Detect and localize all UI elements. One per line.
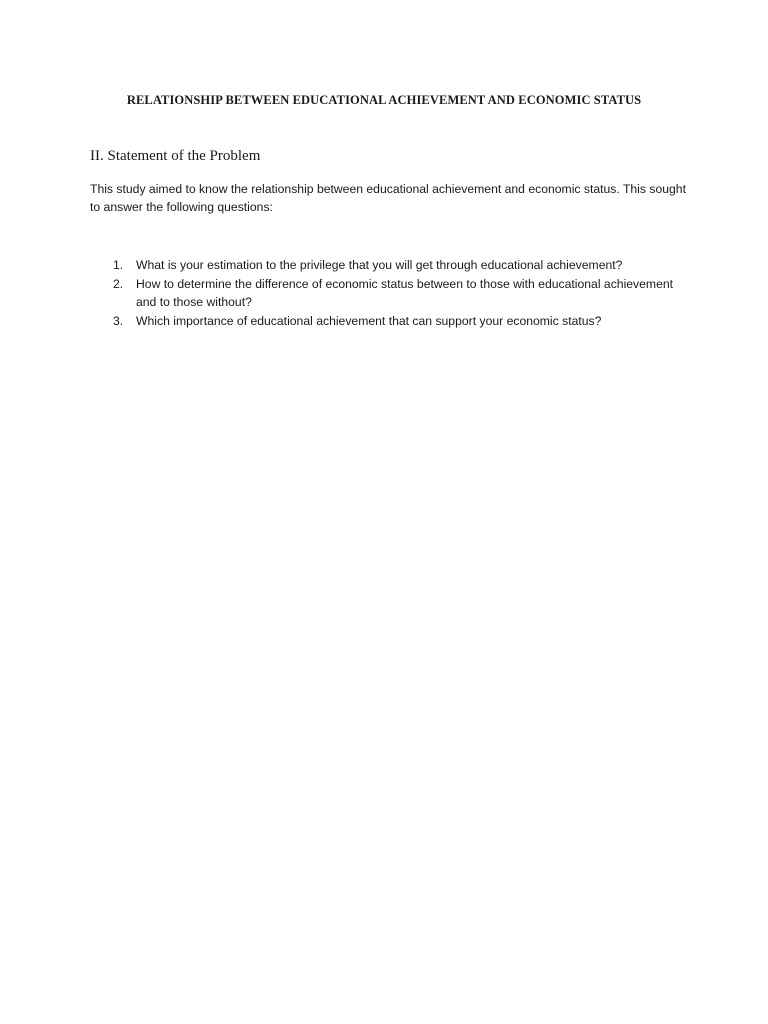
questions-list — [90, 256, 690, 331]
list-item-text: What is your estimation to the privilege that you will get through educational achievement? — [136, 258, 623, 272]
list-item-number: 3. — [113, 314, 124, 328]
list-item — [90, 275, 690, 311]
intro-paragraph: This study aimed to know the relationship between educational achievement and economic status. This sought to answer the following questions: — [90, 182, 686, 214]
document-title: RELATIONSHIP BETWEEN EDUCATIONAL ACHIEVEMENT AND ECONOMIC STATUS — [126, 93, 642, 107]
list-item — [90, 312, 690, 330]
list-item — [90, 256, 690, 274]
section-heading: II. Statement of the Problem — [90, 148, 261, 164]
list-item-text: Which importance of educational achievement that can support your economic status? — [136, 314, 602, 328]
list-item-text: How to determine the difference of economic status between to those with educational achievement and to those without? — [136, 277, 674, 309]
list-item-number: 1. — [113, 258, 124, 272]
list-item-number: 2. — [113, 277, 124, 291]
